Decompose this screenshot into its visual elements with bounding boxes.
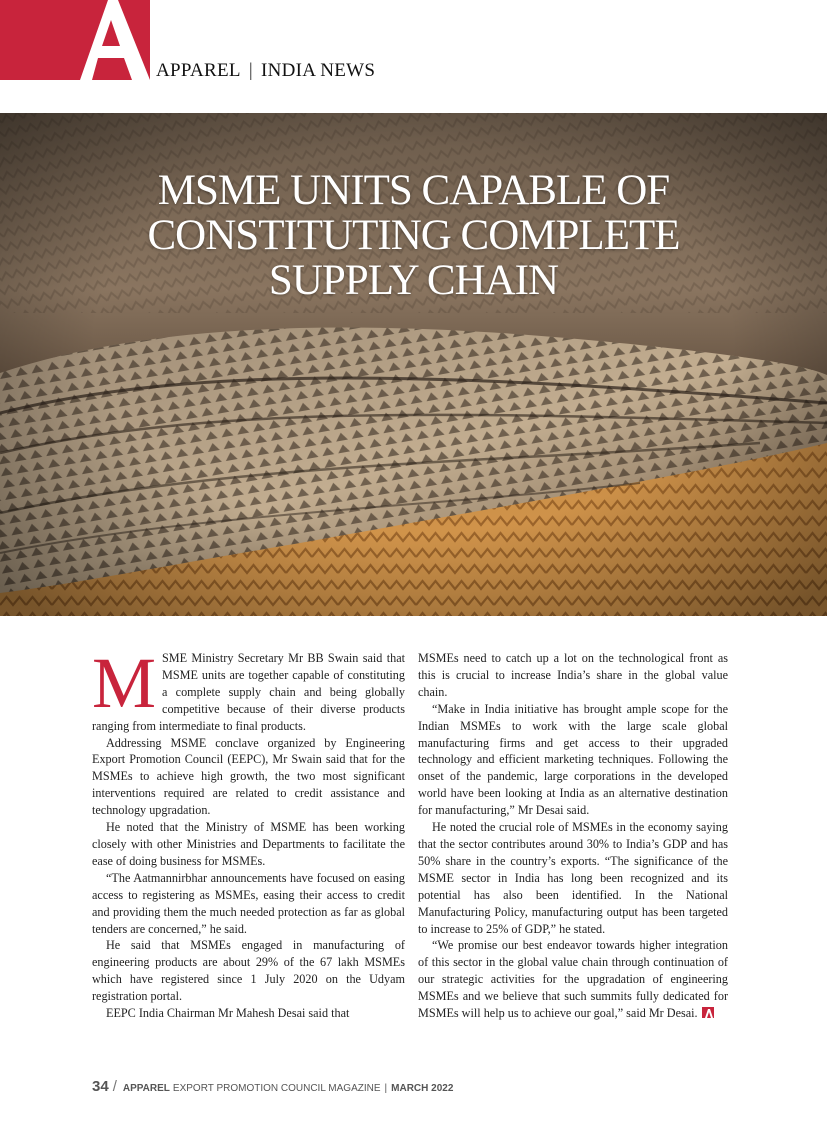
article-column-right: [418, 650, 728, 1022]
end-mark-icon: [702, 1007, 714, 1018]
subsection-name: INDIA NEWS: [260, 60, 376, 81]
footer-date: MARCH 2022: [391, 1083, 454, 1094]
paragraph: “Make in India initiative has brought ample scope for the Indian MSMEs to work with the large scale global manufacturing firms and get access to their upgraded technology and efficient marketing techniques. Following the onset of the pandemic, large corporations in the developed world have been looking at India as an alternative destination for manufacturing,” Mr Desai said.: [418, 701, 728, 818]
paragraph: He said that MSMEs engaged in manufacturing of engineering products are about 29% of the 67 lakh MSMEs which have registered since 1 July 2020 on the Udyam registration portal.: [92, 938, 405, 1004]
paragraph: He noted that the Ministry of MSME has been working closely with other Ministries and Departments to facilitate the ease of doing business for MSMEs.: [92, 820, 405, 868]
section-name: APPAREL: [156, 60, 241, 81]
footer-slash: /: [112, 1078, 117, 1095]
hero-image: [0, 113, 827, 616]
section-label: [156, 60, 375, 82]
paragraph: Addressing MSME conclave organized by Engineering Export Promotion Council (EEPC), Mr Swain said that for the MSMEs to achieve high growth, the two most significant interventions required are related to credit assistance and technology upgradation.: [92, 735, 405, 818]
paragraph: “The Aatmannirbhar announcements have focused on easing access to registering as MSMEs, easing their access to credit and providing them the much needed protection as far as global tenders are concerned,” he said.: [92, 870, 405, 936]
logo-a-icon: [0, 0, 150, 80]
page-footer: [92, 1078, 453, 1095]
drop-cap: M: [92, 643, 157, 723]
title-line-2: CONSTITUTING COMPLETE: [147, 212, 680, 259]
paragraph: EEPC India Chairman Mr Mahesh Desai said that: [106, 1006, 350, 1021]
logo-block: [0, 0, 150, 80]
page-number: 34: [92, 1078, 109, 1095]
footer-separator: |: [384, 1083, 388, 1094]
article-title: [0, 168, 827, 303]
paragraph: MSME Ministry Secretary Mr BB Swain said that MSME units are together capable of constituting a complete supply chain and being globally competitive because of their diverse products ranging from intermediate to final products.: [92, 643, 405, 733]
section-separator: |: [248, 60, 253, 81]
title-line-3: SUPPLY CHAIN: [268, 257, 559, 304]
paragraph: He noted the crucial role of MSMEs in the economy saying that the sector contributes around 30% to India’s GDP and has 50% share in the country’s exports. “The significance of the MSME sector in India has long been recognized and its potential has also been identified. In the National Manufacturing Policy, manufacturing output has been targeted to increase to 25% of GDP,” he stated.: [418, 820, 728, 936]
footer-publication: EXPORT PROMOTION COUNCIL MAGAZINE: [172, 1083, 381, 1094]
footer-brand: APPAREL: [122, 1083, 170, 1094]
paragraph: “We promise our best endeavor towards higher integration of this sector in the global value chain through continuation of our strategic activities for the upgradation of engineering MSMEs and we believe that such summits fully dedicated for MSMEs will help us to achieve our goal,” said Mr Desai.: [418, 938, 728, 1021]
article-column-left: [92, 643, 405, 1022]
paragraph: MSMEs need to catch up a lot on the technological front as this is crucial to increase India’s share in the global value chain.: [418, 651, 728, 699]
title-line-1: MSME UNITS CAPABLE OF: [157, 167, 670, 214]
